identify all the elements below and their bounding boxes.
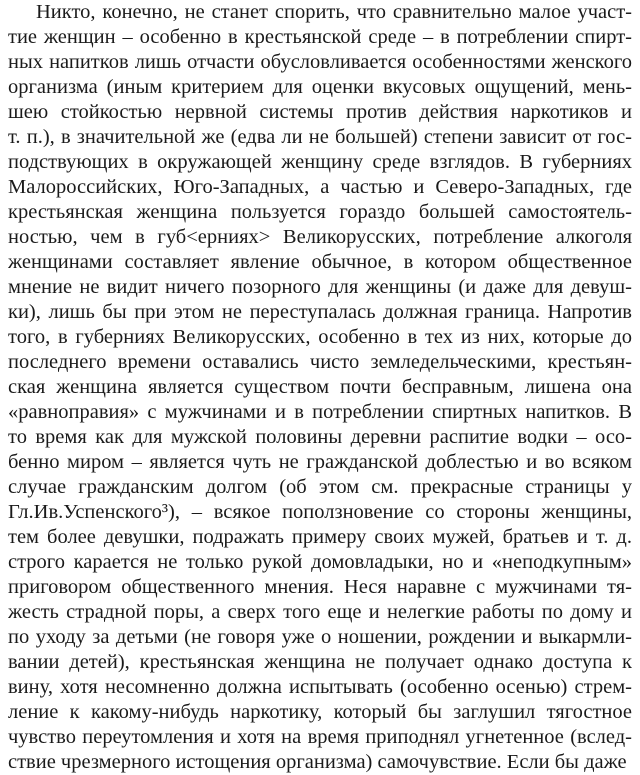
text-line: т. п.), в значительной же (едва ли не большей) степени зависит от гос- xyxy=(8,126,632,148)
text-line: приговором общественного мнения. Неся наравне с мужчинами тя- xyxy=(8,576,632,598)
paragraph xyxy=(8,0,632,775)
text-line: ки), лишь бы при этом не переступалась должная граница. Напротив xyxy=(8,301,632,323)
text-line: организма (иным критерием для оценки вкусовых ощущений, мень- xyxy=(8,76,632,98)
text-line: тем более девушки, подражать примеру своих мужей, братьев и т. д. xyxy=(8,526,632,548)
text-line: жесть страдной поры, а сверх того еще и нелегкие работы по дому и xyxy=(8,601,632,623)
text-line: шею стойкостью нервной системы против действия наркотиков и xyxy=(8,101,632,123)
text-line: Никто, конечно, не станет спорить, что сравнительно малое участ- xyxy=(36,1,632,23)
text-line: вании детей), крестьянская женщина не получает однако доступа к xyxy=(8,651,632,673)
text-line: случае гражданским долгом (об этом см. прекрасные страницы у xyxy=(8,476,632,498)
text-line: подствующих в окружающей женщину среде взглядов. В губерниях xyxy=(8,151,632,173)
text-line: «равноправия» с мужчинами и в потреблении спиртных напитков. В xyxy=(8,401,632,423)
text-line: ление к какому-нибудь наркотику, который бы заглушил тягостное xyxy=(8,701,632,723)
text-line: чувство переутомления и хотя на время приподнял угнетенное (вслед- xyxy=(8,726,632,748)
text-line: женщинами составляет явление обычное, в котором общественное xyxy=(8,251,632,273)
text-line: вину, хотя несомненно должна испытывать (особенно осенью) стрем- xyxy=(8,676,632,698)
text-line: то время как для мужской половины деревни распитие водки – осо- xyxy=(8,426,632,448)
text-line: тие женщин – особенно в крестьянской среде – в потреблении спирт- xyxy=(8,26,632,48)
text-line: того, в губерниях Великорусских, особенно в тех из них, которые до xyxy=(8,326,632,348)
text-line: мнение не видит ничего позорного для женщины (и даже для девуш- xyxy=(8,276,632,298)
text-line: Гл.Ив.Успенского³), – всякое поползновение со стороны женщины, xyxy=(8,501,632,523)
text-line: ская женщина является существом почти бесправным, лишена она xyxy=(8,376,632,398)
text-line: ностью, чем в губ<ерниях> Великорусских, потребление алкоголя xyxy=(8,226,632,248)
text-line: бенно миром – является чуть не гражданской доблестью и во всяком xyxy=(8,451,632,473)
text-line: Малороссийских, Юго-Западных, а частью и Северо-Западных, где xyxy=(8,176,632,198)
text-line: последнего времени оставались чисто земледельческими, крестьян- xyxy=(8,351,632,373)
text-line: ствие чрезмерного истощения организма) самочувствие. Если бы даже xyxy=(8,751,627,773)
text-line: строго карается не только рукой домовладыки, но и «неподкупным» xyxy=(8,551,632,573)
text-line: по уходу за детьми (не говоря уже о ношении, рождении и выкармли- xyxy=(8,626,632,648)
text-line: ных напитков лишь отчасти обусловливается особенностями женского xyxy=(8,51,632,73)
text-line: крестьянская женщина пользуется гораздо большей самостоятель- xyxy=(8,201,632,223)
